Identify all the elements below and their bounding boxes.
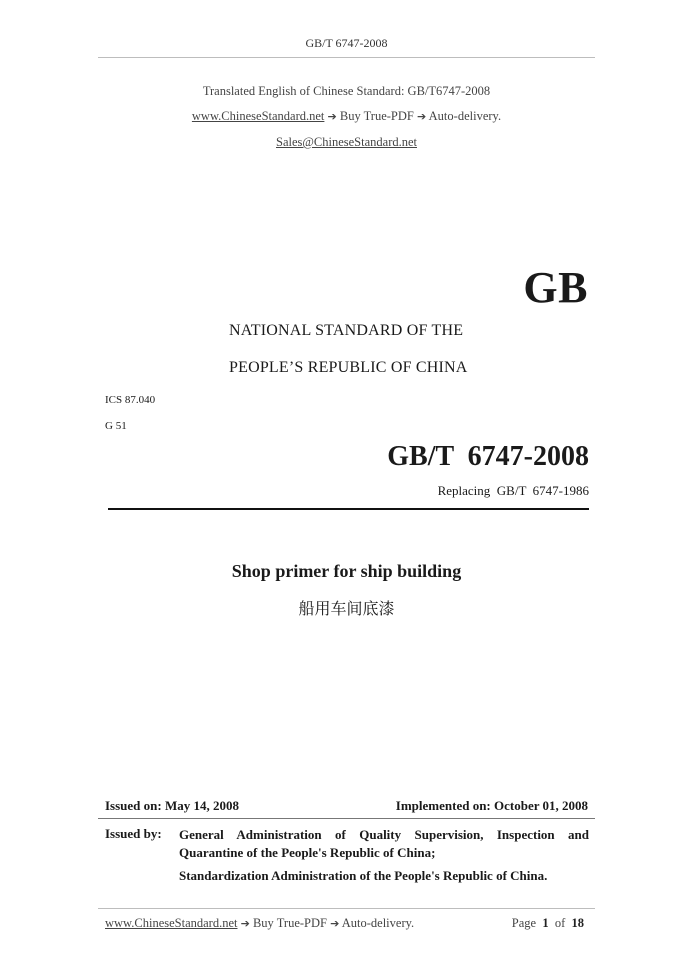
national-standard-line1: NATIONAL STANDARD OF THE	[229, 322, 464, 339]
arrow-right-icon: ➔	[240, 917, 250, 930]
footer-buy-pdf-text: Buy True-PDF	[252, 916, 327, 930]
ics-code: ICS 87.040	[105, 394, 156, 406]
document-title-chinese: 船用车间底漆	[298, 599, 395, 618]
ccs-code: G 51	[105, 420, 127, 432]
auto-delivery-text: Auto-delivery.	[428, 109, 502, 123]
arrow-right-icon: ➔	[327, 110, 337, 123]
arrow-right-icon: ➔	[417, 110, 427, 123]
footer-divider	[98, 908, 595, 909]
page-label: Page	[511, 916, 537, 930]
website-link[interactable]: www.ChineseStandard.net	[191, 109, 325, 123]
national-standard-line2: PEOPLE’S REPUBLIC OF CHINA	[229, 359, 468, 376]
footer-purchase-line	[105, 916, 414, 931]
issued-on-date: Issued on: May 14, 2008	[105, 798, 239, 813]
header-divider	[98, 57, 595, 58]
dates-divider	[98, 818, 595, 819]
document-title-english: Shop primer for ship building	[231, 561, 462, 581]
arrow-right-icon: ➔	[330, 917, 340, 930]
issued-by-label: Issued by:	[105, 826, 162, 841]
of-label: of	[554, 916, 566, 930]
total-pages: 18	[571, 916, 584, 930]
footer-auto-delivery-text: Auto-delivery.	[341, 916, 415, 930]
buy-pdf-text: Buy True-PDF	[339, 109, 414, 123]
issuer-aqsiq: General Administration of Quality Supervision, Inspection and Quarantine of the People's Republic of China;	[179, 827, 589, 860]
page-number: 1	[542, 916, 549, 930]
issuer-sac: Standardization Administration of the People's Republic of China.	[179, 868, 548, 883]
purchase-line	[0, 109, 693, 124]
standard-number: GB/T 6747-2008	[387, 441, 589, 472]
footer-website-link[interactable]: www.ChineseStandard.net	[105, 916, 238, 930]
sales-email-link[interactable]: Sales@ChineseStandard.net	[276, 135, 417, 149]
replacing-standard: Replacing GB/T 6747-1986	[437, 483, 589, 498]
cover-divider	[108, 508, 589, 510]
email-line	[0, 135, 693, 150]
running-header: GB/T 6747-2008	[305, 36, 388, 50]
gb-logo-mark: GB	[523, 263, 588, 312]
translation-note: Translated English of Chinese Standard: GB/T6747-2008	[202, 84, 491, 98]
page-indicator	[512, 916, 584, 931]
implemented-on-date: Implemented on: October 01, 2008	[395, 798, 588, 813]
